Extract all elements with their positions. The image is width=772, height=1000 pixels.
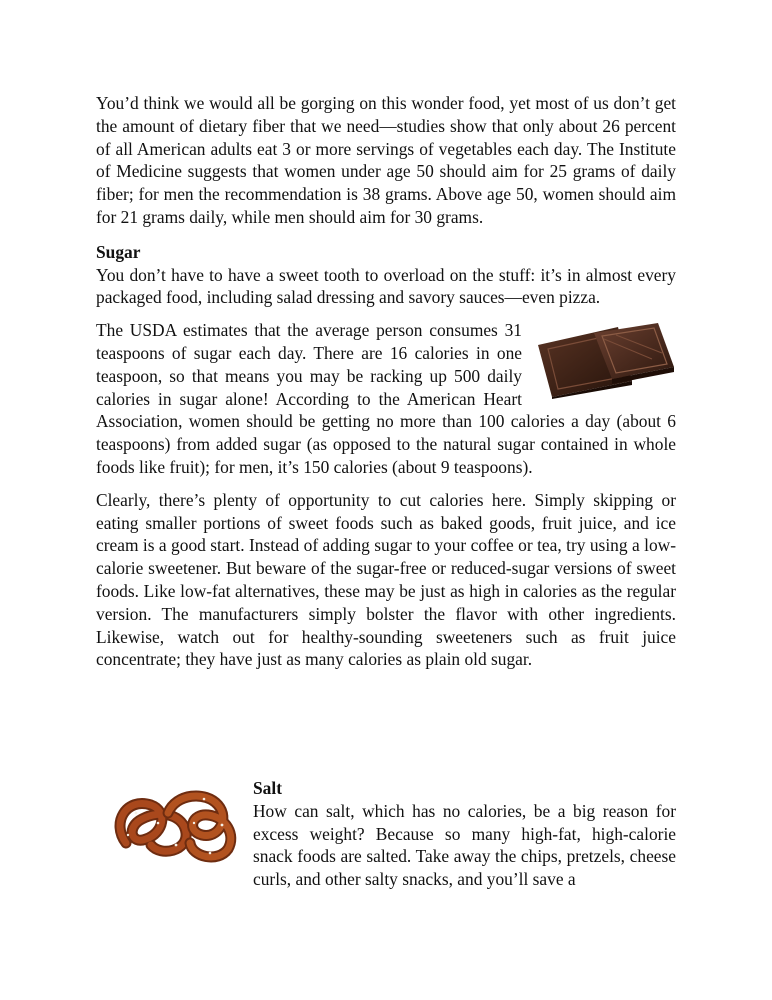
salt-heading: Salt: [253, 778, 282, 798]
pretzels-image: [106, 783, 244, 869]
sugar-paragraph-1: You don’t have to have a sweet tooth to overload on the stuff: it’s in almost every packaged food, including salad dressing and savory sauces—even pizza.: [96, 264, 676, 308]
sugar-heading: Sugar: [96, 241, 141, 262]
salt-paragraph-1: How can salt, which has no calories, be a big reason for excess weight? Because so many high-fat, high-calorie snack foods are salted. Take away the chips, pretzels, cheese curls, and other salty snacks, and you’ll save a: [253, 800, 676, 890]
fiber-paragraph: You’d think we would all be gorging on this wonder food, yet most of us don’t get the amount of dietary fiber that we need—studies show that only about 26 percent of all American adults eat 3 or more servings of vegetables each day. The Institute of Medicine suggests that women under age 50 should aim for 25 grams of daily fiber; for men the recommendation is 38 grams. Above age 50, women should aim for 21 grams daily, while men should aim for 30 grams.: [96, 93, 676, 227]
sugar-paragraph-2-wrap: [96, 319, 676, 479]
sugar-paragraph-3: Clearly, there’s plenty of opportunity to cut calories here. Simply skipping or eating smaller portions of sweet foods such as baked goods, fruit juice, and ice cream is a good start. Instead of adding sugar to your coffee or tea, try using a low-calorie sweetener. But beware of the sugar-free or reduced-sugar versions of sweet foods. Like low-fat alternatives, these may be just as high in calories as the regular version. The manufacturers simply bolster the flavor with other ingredients. Likewise, watch out for healthy-sounding sweeteners such as fruit juice concentrate; they have just as many calories as plain old sugar.: [96, 489, 676, 670]
body-column: [96, 92, 676, 671]
sugar-paragraph-2: The USDA estimates that the average person consumes 31 teaspoons of sugar each day. There are 16 calories in one teaspoon, so that means you may be racking up 500 daily calories in sugar alone! According to the American Heart Association, women should be getting no more than 100 calories a day (about 6 teaspoons) from added sugar (as opposed to the natural sugar contained in whole foods like fruit); for men, it’s 150 calories (about 9 teaspoons).: [96, 320, 676, 477]
chocolate-image: [534, 321, 676, 399]
salt-text: [253, 777, 676, 891]
